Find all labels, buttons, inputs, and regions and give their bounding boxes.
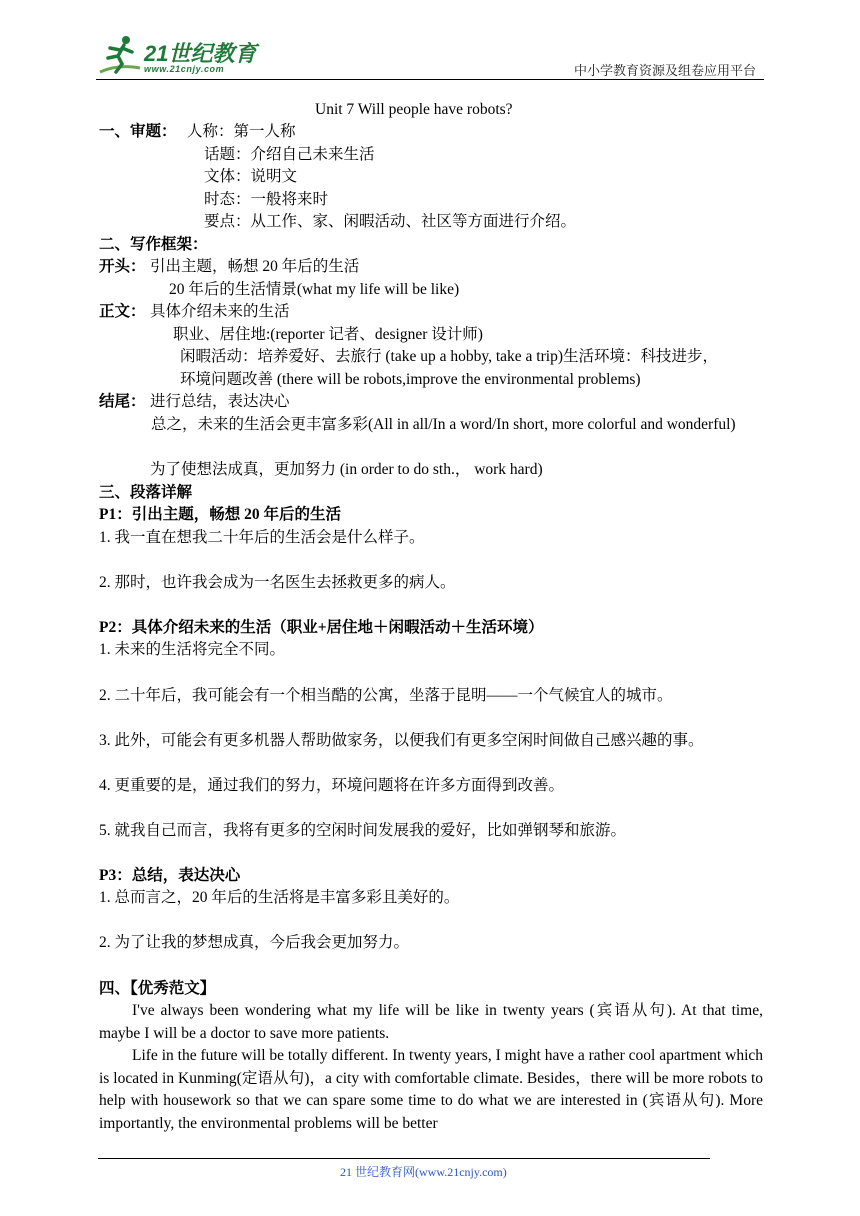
sample-paragraph-1: I've always been wondering what my life will be like in twenty years (宾语从句). At that time, maybe I will be a doctor to save more patients. <box>99 1002 763 1042</box>
footer-text: 21 世纪教育网(www.21cnjy.com) <box>340 1165 507 1179</box>
header-divider <box>96 79 764 80</box>
open-sub: 20 年后的生活情景(what my life will be like) <box>169 281 460 298</box>
s1-style: 文体：说明文 <box>204 168 298 185</box>
p3-item: 2. 为了让我的梦想成真，今后我会更加努力。 <box>99 934 410 951</box>
body-sub-2: 闲暇活动：培养爱好、去旅行 (take up a hobby, take a trip)生活环境：科技进步， <box>180 348 718 365</box>
p2-item: 5. 就我自己而言，我将有更多的空闲时间发展我的爱好，比如弹钢琴和旅游。 <box>99 822 627 839</box>
body-text: 具体介绍未来的生活 <box>150 303 290 320</box>
p1-title: P1：引出主题，畅想 20 年后的生活 <box>99 506 341 523</box>
section-2-heading: 二、写作框架： <box>99 236 208 253</box>
p3-title: P3：总结，表达决心 <box>99 867 241 884</box>
end-sub-2: 为了使想法成真，更加努力 (in order to do sth.， work hard) <box>150 461 543 478</box>
runner-logo-icon <box>96 34 144 78</box>
section-4-heading: 四、【优秀范文】 <box>99 980 216 997</box>
body-sub-1: 职业、居住地:(reporter 记者、designer 设计师) <box>173 326 483 343</box>
section-3-heading: 三、段落详解 <box>99 484 193 501</box>
end-sub-1: 总之，未来的生活会更丰富多彩(All in all/In a word/In short, more colorful and wonderful) <box>151 416 736 433</box>
sample-paragraph-2: Life in the future will be totally different. In twenty years, I might have a rather cool apartment which is located in Kunming(定语从句)，a city with comfortable climate. Besides，there will be more robots to help with housework so that we can spare some time to do what we are interested in (宾语从句). More importantly, the environmental problems will be better <box>99 1047 763 1132</box>
p2-item: 4. 更重要的是，通过我们的努力，环境问题将在许多方面得到改善。 <box>99 777 565 794</box>
footer-divider <box>98 1158 710 1159</box>
end-label: 结尾： <box>99 393 146 410</box>
site-logo <box>96 34 266 78</box>
s1-points: 要点：从工作、家、闲暇活动、社区等方面进行介绍。 <box>204 213 577 230</box>
platform-name: 中小学教育资源及组卷应用平台 <box>574 63 757 78</box>
open-text: 引出主题，畅想 20 年后的生活 <box>150 258 360 275</box>
page-title: Unit 7 Will people have robots? <box>315 101 513 118</box>
p1-item: 1. 我一直在想我二十年后的生活会是什么样子。 <box>99 529 425 546</box>
body-sub-3: 环境问题改善 (there will be robots,improve the environmental problems) <box>180 371 641 388</box>
s1-tense: 时态：一般将来时 <box>204 191 329 208</box>
logo-url: www.21cnjy.com <box>144 64 225 74</box>
end-text: 进行总结，表达决心 <box>150 393 290 410</box>
p2-title: P2：具体介绍未来的生活（职业+居住地＋闲暇活动＋生活环境） <box>99 619 544 636</box>
s1-person: 人称：第一人称 <box>187 123 296 140</box>
s1-topic: 话题：介绍自己未来生活 <box>204 146 375 163</box>
p1-item: 2. 那时，也许我会成为一名医生去拯救更多的病人。 <box>99 574 456 591</box>
p2-item: 2. 二十年后，我可能会有一个相当酷的公寓，坐落于昆明——一个气候宜人的城市。 <box>99 687 673 704</box>
section-1-heading: 一、审题： <box>99 123 177 140</box>
open-label: 开头： <box>99 258 146 275</box>
p2-item: 1. 未来的生活将完全不同。 <box>99 641 286 658</box>
logo-text: 21世纪教育 <box>144 41 257 66</box>
p2-item: 3. 此外，可能会有更多机器人帮助做家务，以便我们有更多空闲时间做自己感兴趣的事。 <box>99 732 704 749</box>
body-label: 正文： <box>99 303 146 320</box>
p3-item: 1. 总而言之，20 年后的生活将是丰富多彩且美好的。 <box>99 889 460 906</box>
